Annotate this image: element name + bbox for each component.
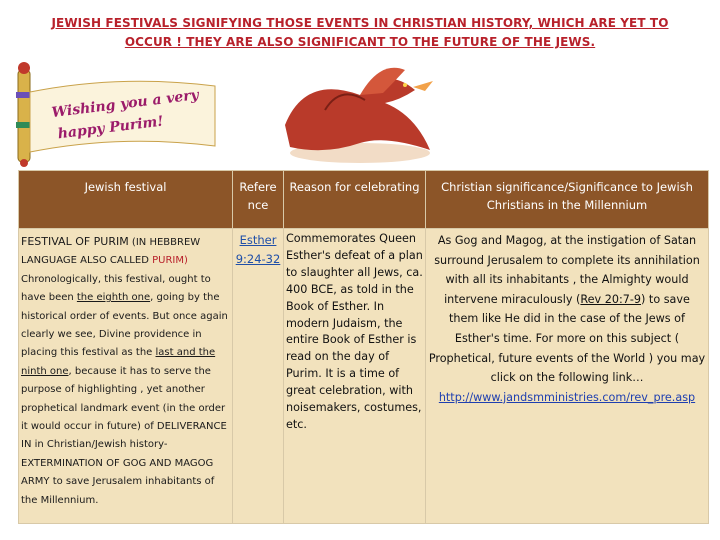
reason-cell: Commemorates Queen Esther's defeat of a plan to slaughter all Jews, ca. 400 BCE, as told in the Book of Esther. In modern Judaism, the entire Book of Esther is read on the day of Purim. It is a time of great celebration, with noisemakers, costumes, etc. xyxy=(284,229,426,524)
external-link[interactable]: http://www.jandsmministries.com/rev_pre.asp xyxy=(438,390,696,404)
festival-lang-a: (IN HEBBREW xyxy=(128,237,201,248)
header-significance: Christian significance/Significance to Jewish Christians in the Millennium xyxy=(426,171,709,229)
banner-line-2: happy Purim! xyxy=(56,113,165,143)
significance-text-2: ) to save them like He did in the case of the Jews of Esther's time. For more on this subject ( Prophetical, future events of the World ) you may click on the following link… xyxy=(428,292,706,385)
dragon-illustration xyxy=(265,55,440,170)
page-title xyxy=(40,14,680,52)
festival-text-1: Chronologically, this festival, ought to have been xyxy=(21,273,211,304)
festival-name: FESTIVAL OF PURIM xyxy=(21,235,129,248)
festival-text-3: , because it has to serve the purpose of highlighting , yet another prophetical landmark event (in the order it would occur in future) of DELIVERANCE IN in Christian/Jewish history- EXTERMINATION OF GOG AND MAGOG ARMY to save Jerusalem inhabitants of the Millennium. xyxy=(21,365,227,506)
purim-scroll-image xyxy=(10,62,225,167)
header-festival: Jewish festival xyxy=(19,171,233,229)
festival-text-1-underline: the eighth one xyxy=(76,292,151,304)
significance-cell xyxy=(426,229,709,524)
festival-text-2: , going by the historical order of events. But once again clearly we see, Divine providence in placing this festival as the xyxy=(21,292,228,359)
table-row xyxy=(19,229,709,524)
festival-text-2-underline: last and the ninth one xyxy=(21,347,216,377)
header-reason: Reason for celebrating xyxy=(284,171,426,229)
title-line-1: JEWISH FESTIVALS SIGNIFYING THOSE EVENTS IN CHRISTIAN HISTORY, WHICH ARE YET TO xyxy=(51,16,669,30)
banner-line-1: Wishing you a very xyxy=(50,87,200,122)
festival-table xyxy=(18,170,709,524)
header-reference: Refere nce xyxy=(233,171,284,229)
significance-text-1: As Gog and Magog, at the instigation of Satan surround Jerusalem to complete its annihilation with all its inhabitants , the Almighty would intervene miraculously ( xyxy=(434,234,700,306)
festival-cell xyxy=(19,229,233,524)
table-header-row xyxy=(19,171,709,229)
festival-lang-b: LANGUAGE ALSO CALLED xyxy=(21,255,149,267)
reference-link[interactable]: Esther 9:24-32 xyxy=(233,229,284,524)
rev-reference-link[interactable]: Rev 20:7-9 xyxy=(580,292,642,306)
festival-lang-c: PURIM) xyxy=(152,255,188,267)
title-line-2: OCCUR ! THEY ARE ALSO SIGNIFICANT TO THE FUTURE OF THE JEWS. xyxy=(124,35,596,49)
